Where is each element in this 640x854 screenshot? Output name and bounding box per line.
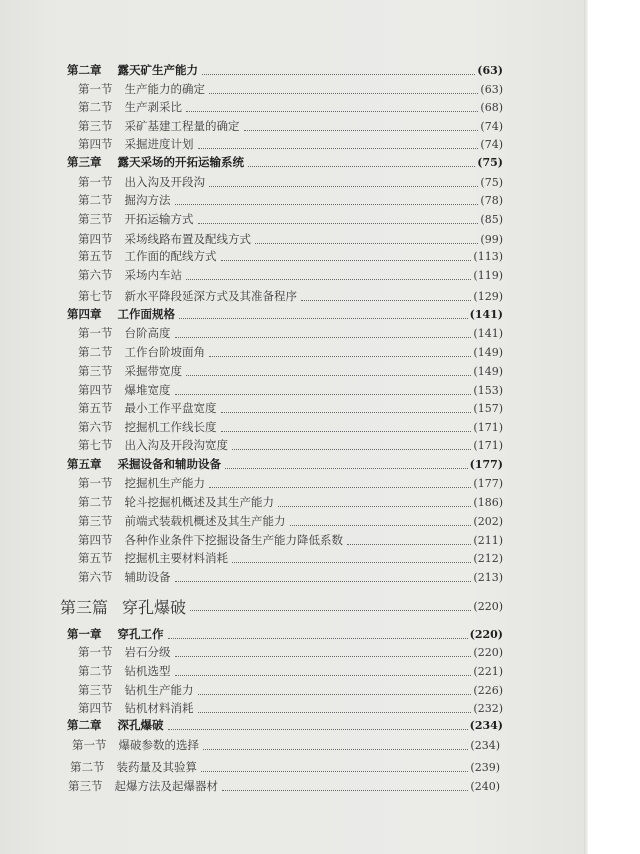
- page-number: (113): [473, 249, 503, 263]
- toc-label: 第六节: [78, 570, 113, 584]
- toc-title: 生产剥采比: [124, 100, 182, 114]
- toc-label: 第一节: [78, 175, 113, 189]
- toc-title: 挖掘机生产能力: [124, 476, 205, 490]
- toc-chapter-entry: [67, 626, 503, 642]
- dot-leader: [255, 235, 478, 244]
- page-number: (234): [470, 738, 500, 752]
- dot-leader: [198, 704, 472, 713]
- toc-section-entry: [78, 325, 503, 341]
- toc-label: 第七节: [78, 438, 113, 452]
- toc-section-entry: [78, 494, 503, 510]
- toc-section-entry: [78, 267, 503, 283]
- dot-leader: [198, 140, 479, 149]
- page-number: (240): [470, 779, 500, 793]
- page-number: (171): [473, 438, 503, 452]
- toc-section-entry: [78, 174, 503, 190]
- dot-leader: [202, 66, 475, 75]
- toc-label: 第二节: [78, 193, 113, 207]
- toc-title: 起爆方法及起爆器材: [114, 779, 218, 793]
- toc-title: 钻机选型: [124, 664, 171, 678]
- toc-title: 采场内车站: [124, 268, 182, 282]
- toc-title: 爆破参数的选择: [118, 738, 199, 752]
- toc-title: 掘沟方法: [124, 193, 171, 207]
- toc-label: 第三节: [78, 364, 113, 378]
- dot-leader: [186, 271, 471, 280]
- page-number: (186): [473, 495, 503, 509]
- toc-section-entry: [78, 550, 503, 566]
- toc-label: 第三篇: [60, 597, 109, 617]
- toc-section-entry: [78, 532, 503, 548]
- dot-leader: [221, 404, 472, 413]
- toc-label: 第四节: [78, 232, 113, 246]
- toc-label: 第四节: [78, 533, 113, 547]
- toc-section-entry: [78, 231, 503, 247]
- toc-label: 第六节: [78, 268, 113, 282]
- dot-leader: [186, 367, 471, 376]
- toc-title: 挖掘机工作线长度: [124, 420, 217, 434]
- dot-leader: [175, 648, 472, 657]
- page-number: (74): [480, 137, 503, 151]
- toc-label: 第三节: [78, 683, 113, 697]
- toc-label: 第三节: [68, 779, 103, 793]
- page-number: (177): [469, 457, 503, 471]
- toc-title: 辅助设备: [124, 570, 171, 584]
- toc-section-entry: [78, 700, 503, 716]
- toc-label: 第五节: [78, 249, 113, 263]
- toc-title: 台阶高度: [124, 326, 171, 340]
- toc-title: 工作面规格: [117, 307, 175, 321]
- toc-title: 采场线路布置及配线方式: [124, 232, 251, 246]
- toc-chapter-entry: [67, 456, 503, 472]
- dot-leader: [347, 536, 471, 545]
- page-number: (171): [473, 420, 503, 434]
- toc-label: 第四节: [78, 383, 113, 397]
- toc-section-entry: [78, 192, 503, 208]
- toc-label: 第二节: [78, 495, 113, 509]
- dot-leader: [175, 386, 472, 395]
- page-number: (78): [480, 193, 503, 207]
- dot-leader: [203, 741, 468, 750]
- toc-section-entry: [78, 99, 503, 115]
- toc-section-entry: [72, 737, 500, 753]
- dot-leader: [209, 178, 478, 187]
- toc-chapter-entry: [67, 154, 503, 170]
- toc-section-entry: [78, 644, 503, 660]
- toc-section-entry: [78, 344, 503, 360]
- page-number: (239): [470, 760, 500, 774]
- dot-leader: [248, 158, 475, 167]
- toc-label: 第七节: [78, 289, 113, 303]
- dot-leader: [221, 252, 472, 261]
- page-number: (234): [469, 718, 503, 732]
- toc-label: 第一节: [78, 326, 113, 340]
- toc-label: 第三章: [67, 155, 102, 169]
- toc-chapter-entry: [67, 306, 503, 322]
- page-number: (220): [473, 599, 503, 613]
- page-number: (226): [473, 683, 503, 697]
- toc-section-entry: [78, 248, 503, 264]
- toc-section-entry: [78, 288, 503, 304]
- dot-leader: [232, 554, 471, 563]
- toc-title: 穿孔工作: [117, 627, 164, 641]
- toc-label: 第一节: [78, 82, 113, 96]
- toc-label: 第二节: [78, 664, 113, 678]
- page-number: (85): [480, 212, 503, 226]
- toc-label: 第二章: [67, 718, 102, 732]
- page-number: (232): [473, 701, 503, 715]
- page-number: (63): [480, 82, 503, 96]
- toc-label: 第四章: [67, 307, 102, 321]
- page-number: (213): [473, 570, 503, 584]
- page-number: (75): [480, 175, 503, 189]
- page-number: (119): [473, 268, 503, 282]
- page-number: (211): [473, 533, 503, 547]
- toc-label: 第四节: [78, 701, 113, 715]
- dot-leader: [301, 292, 471, 301]
- dot-leader: [175, 667, 472, 676]
- toc-section-entry: [78, 682, 503, 698]
- toc-title: 前端式装载机概述及其生产能力: [124, 514, 286, 528]
- toc-title: 工作台阶坡面角: [124, 345, 205, 359]
- toc-label: 第六节: [78, 420, 113, 434]
- toc-section-entry: [78, 382, 503, 398]
- toc-section-entry: [68, 778, 500, 794]
- toc-title: 生产能力的确定: [124, 82, 205, 96]
- toc-label: 第五章: [67, 457, 102, 471]
- toc-section-entry: [78, 400, 503, 416]
- toc-title: 岩石分级: [124, 645, 171, 659]
- toc-title: 最小工作平盘宽度: [124, 401, 217, 415]
- toc-title: 钻机材料消耗: [124, 701, 194, 715]
- toc-section-entry: [78, 569, 503, 585]
- toc-section-entry: [78, 211, 503, 227]
- page-number: (149): [473, 364, 503, 378]
- page-number: (212): [473, 551, 503, 565]
- toc-title: 装药量及其验算: [116, 760, 197, 774]
- dot-leader: [186, 103, 478, 112]
- toc-label: 第二章: [67, 63, 102, 77]
- dot-leader: [209, 348, 471, 357]
- dot-leader: [209, 85, 478, 94]
- dot-leader: [232, 441, 471, 450]
- toc-section-entry: [78, 81, 503, 97]
- toc-title: 采掘进度计划: [124, 137, 194, 151]
- toc-title: 露天矿生产能力: [117, 63, 198, 77]
- toc-title: 钻机生产能力: [124, 683, 194, 697]
- dot-leader: [221, 423, 472, 432]
- toc-title: 穿孔爆破: [122, 597, 187, 617]
- dot-leader: [198, 215, 479, 224]
- toc-section-entry: [78, 136, 503, 152]
- toc-title: 出入沟及开段沟宽度: [124, 438, 228, 452]
- toc-title: 出入沟及开段沟: [124, 175, 205, 189]
- page-number: (63): [477, 63, 503, 77]
- dot-leader: [190, 602, 471, 611]
- toc-title: 挖掘机主要材料消耗: [124, 551, 228, 565]
- page-number: (153): [473, 383, 503, 397]
- page-number: (75): [477, 155, 503, 169]
- page-number: (202): [473, 514, 503, 528]
- toc-title: 深孔爆破: [117, 718, 164, 732]
- toc-section-entry: [78, 437, 503, 453]
- toc-label: 第二节: [70, 760, 105, 774]
- dot-leader: [244, 122, 479, 131]
- dot-leader: [175, 329, 472, 338]
- toc-section-entry: [78, 513, 503, 529]
- toc-title: 开拓运输方式: [124, 212, 194, 226]
- toc-title: 各种作业条件下挖掘设备生产能力降低系数: [124, 533, 343, 547]
- toc-section-entry: [78, 118, 503, 134]
- toc-section-entry: [78, 363, 503, 379]
- toc-label: 第一章: [67, 627, 102, 641]
- dot-leader: [209, 479, 471, 488]
- page-number: (149): [473, 345, 503, 359]
- toc-label: 第一节: [78, 476, 113, 490]
- page-number: (220): [469, 627, 503, 641]
- toc-section-entry: [70, 759, 500, 775]
- page-number: (177): [473, 476, 503, 490]
- toc-label: 第四节: [78, 137, 113, 151]
- page-number: (129): [473, 289, 503, 303]
- toc-title: 新水平降段延深方式及其准备程序: [124, 289, 297, 303]
- page-number: (157): [473, 401, 503, 415]
- toc-label: 第五节: [78, 551, 113, 565]
- toc-chapter-entry: [67, 62, 503, 78]
- dot-leader: [175, 573, 472, 582]
- dot-leader: [290, 517, 472, 526]
- toc-chapter-entry: [67, 717, 503, 733]
- toc-label: 第三节: [78, 119, 113, 133]
- toc-label: 第二节: [78, 345, 113, 359]
- toc-part-entry: [60, 595, 503, 617]
- toc-title: 采矿基建工程量的确定: [124, 119, 240, 133]
- toc-label: 第五节: [78, 401, 113, 415]
- toc-title: 采掘带宽度: [124, 364, 182, 378]
- toc-section-entry: [78, 419, 503, 435]
- page-number: (221): [473, 664, 503, 678]
- page-number: (74): [480, 119, 503, 133]
- page-number: (141): [469, 307, 503, 321]
- toc-label: 第二节: [78, 100, 113, 114]
- toc-title: 轮斗挖掘机概述及其生产能力: [124, 495, 274, 509]
- page-number: (220): [473, 645, 503, 659]
- dot-leader: [198, 686, 472, 695]
- dot-leader: [175, 196, 479, 205]
- dot-leader: [278, 498, 471, 507]
- toc-label: 第一节: [72, 738, 107, 752]
- toc-section-entry: [78, 663, 503, 679]
- toc-title: 爆堆宽度: [124, 383, 171, 397]
- toc-title: 工作面的配线方式: [124, 249, 217, 263]
- toc-section-entry: [78, 475, 503, 491]
- page-number: (141): [473, 326, 503, 340]
- toc-title: 露天采场的开拓运输系统: [117, 155, 244, 169]
- page-number: (99): [480, 232, 503, 246]
- dot-leader: [179, 310, 468, 319]
- dot-leader: [225, 460, 468, 469]
- dot-leader: [168, 630, 468, 639]
- dot-leader: [168, 721, 468, 730]
- dot-leader: [222, 782, 468, 791]
- toc-label: 第三节: [78, 514, 113, 528]
- page-edge: [584, 0, 588, 854]
- dot-leader: [201, 763, 468, 772]
- toc-label: 第三节: [78, 212, 113, 226]
- page-number: (68): [480, 100, 503, 114]
- toc-label: 第一节: [78, 645, 113, 659]
- toc-title: 采掘设备和辅助设备: [117, 457, 221, 471]
